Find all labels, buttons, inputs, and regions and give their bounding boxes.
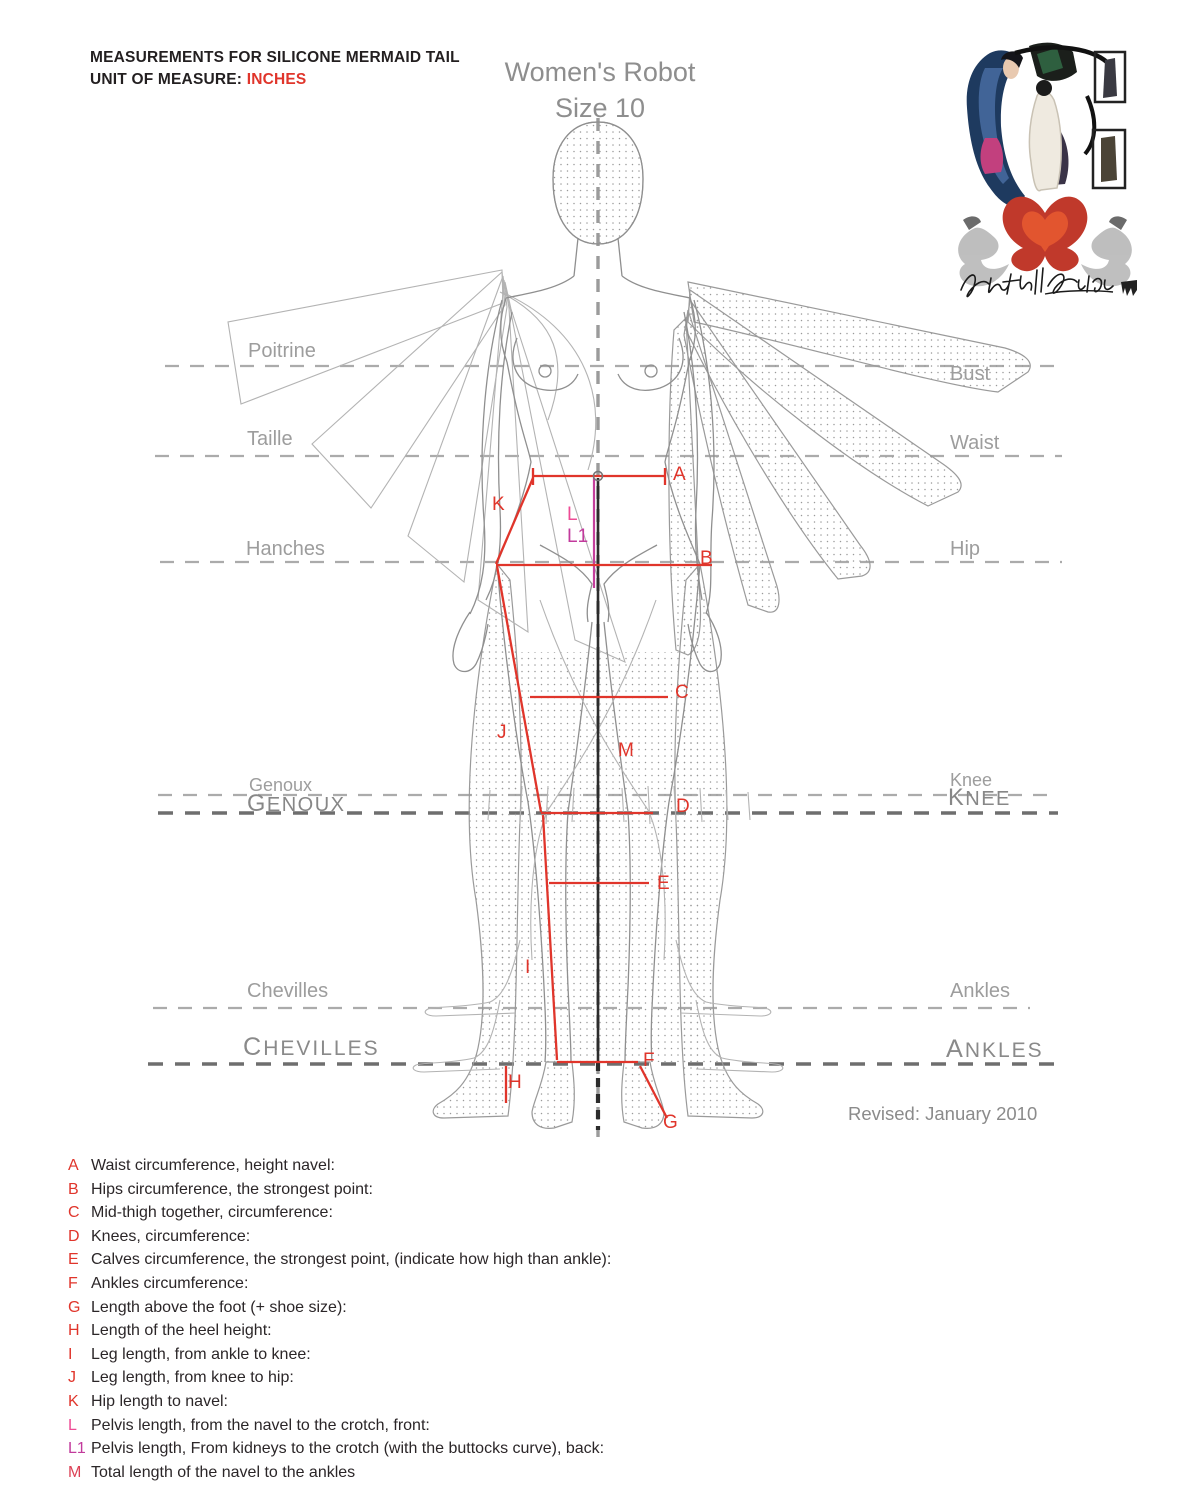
guide-label-left-ankle-upper: Chevilles: [247, 980, 329, 1002]
legend-text-B: Hips circumference, the strongest point:: [91, 1180, 373, 1198]
revised-note: Revised: January 2010: [848, 1103, 1038, 1124]
legend-text-A: Waist circumference, height navel:: [91, 1157, 335, 1174]
legend-text-F: Ankles circumference:: [91, 1274, 249, 1292]
legend-text-E: Calves circumference, the strongest point, (indicate how high than ankle):: [91, 1251, 612, 1269]
measure-marker-D: D: [676, 796, 690, 817]
measure-marker-L1: L1: [567, 526, 589, 547]
legend-letter-B: B: [68, 1180, 79, 1198]
measure-marker-M: M: [618, 740, 634, 761]
legend-letter-D: D: [68, 1227, 80, 1245]
measure-marker-J: J: [497, 722, 507, 743]
guide-label-right-ankle-lower: ANKLES: [946, 1035, 1044, 1063]
sheet-header: [90, 47, 460, 91]
sheet-title: MEASUREMENTS FOR SILICONE MERMAID TAIL: [90, 49, 460, 66]
measure-marker-I: I: [525, 957, 531, 978]
legend-row-L: [68, 1414, 611, 1438]
measure-marker-C: C: [675, 682, 689, 703]
guide-label-right-bust: Bust: [950, 363, 991, 385]
logo-frame-mid-figure: [1101, 136, 1117, 182]
guide-label-left-knee-lower: GENOUX: [247, 791, 346, 817]
legend-letter-H: H: [68, 1322, 80, 1340]
guide-label-left-hip: Hanches: [246, 538, 325, 560]
legend-row-F: [68, 1272, 611, 1296]
legend-row-B: [68, 1178, 611, 1202]
measure-marker-K: K: [492, 494, 505, 515]
legend-row-L1: [68, 1437, 611, 1461]
legend-letter-A: A: [68, 1157, 79, 1174]
logo-frame-top-figure: [1103, 58, 1117, 98]
unit-label: UNIT OF MEASURE:: [90, 71, 247, 88]
legend-row-I: [68, 1343, 611, 1367]
legend-letter-I: I: [68, 1345, 73, 1363]
stippled-areas: [433, 122, 1030, 1128]
guide-label-left-knee-upper: Genoux: [249, 775, 313, 795]
signature-underline: [1045, 291, 1113, 294]
figure-title-line2: Size 10: [554, 93, 646, 123]
measure-marker-A: A: [673, 464, 686, 485]
guide-label-right-knee-lower: KNEE: [948, 785, 1011, 811]
legend-letter-E: E: [68, 1251, 79, 1269]
legend-row-E: [68, 1248, 611, 1272]
logo-magenta-figure: [981, 138, 1004, 174]
legend-row-M: [68, 1461, 611, 1485]
legend-row-K: [68, 1390, 611, 1414]
signature-mark: [1121, 280, 1137, 296]
unit-line: [90, 69, 460, 91]
legend-text-J: Leg length, from knee to hip:: [91, 1369, 294, 1387]
legend-text-H: Length of the heel height:: [91, 1322, 272, 1340]
legend-text-C: Mid-thigh together, circumference:: [91, 1204, 333, 1222]
legend-text-G: Length above the foot (+ shoe size):: [91, 1298, 347, 1316]
legend-row-G: [68, 1296, 611, 1320]
measure-marker-G: G: [663, 1112, 678, 1133]
guide-label-left-ankle-lower: CHEVILLES: [243, 1033, 380, 1061]
measure-marker-F: F: [643, 1050, 655, 1071]
legend-letter-L1: L1: [68, 1440, 86, 1458]
legend-letter-F: F: [68, 1274, 78, 1292]
legend-text-K: Hip length to navel:: [91, 1392, 228, 1410]
measure-marker-B: B: [700, 548, 713, 569]
brand-logo: [945, 38, 1145, 308]
legend-text-L1: Pelvis length, From kidneys to the crotch (with the buttocks curve), back:: [91, 1440, 605, 1458]
guide-label-left-waist: Taille: [247, 428, 293, 450]
guide-label-right-knee-upper: Knee: [950, 770, 993, 790]
legend-text-D: Knees, circumference:: [91, 1227, 251, 1245]
legend-letter-J: J: [68, 1369, 76, 1387]
legend-letter-G: G: [68, 1298, 81, 1316]
legend-letter-M: M: [68, 1463, 82, 1481]
legend-row-D: [68, 1225, 611, 1249]
logo-dress-figure-head: [1036, 80, 1052, 96]
figure-title-line1: Women's Robot: [504, 57, 696, 87]
figure-title: [450, 54, 750, 126]
left-arm-fan: [228, 270, 625, 662]
measure-marker-H: H: [508, 1072, 522, 1093]
measure-marker-E: E: [657, 873, 670, 894]
measurement-legend: [68, 1154, 611, 1484]
legend-text-L: Pelvis length, from the navel to the crotch, front:: [91, 1416, 430, 1434]
guide-label-left-bust: Poitrine: [248, 340, 316, 362]
measure-marker-L: L: [567, 504, 578, 525]
guide-label-right-ankle-upper: Ankles: [950, 980, 1011, 1002]
legend-letter-L: L: [68, 1416, 77, 1434]
legend-letter-C: C: [68, 1204, 80, 1222]
legend-row-J: [68, 1366, 611, 1390]
logo-white-dress-figure: [1029, 91, 1061, 191]
legend-row-A: [68, 1154, 611, 1178]
unit-value: INCHES: [246, 71, 307, 88]
legend-text-I: Leg length, from ankle to knee:: [91, 1345, 311, 1363]
legend-row-C: [68, 1201, 611, 1225]
guide-label-right-waist: Waist: [950, 432, 1000, 454]
legend-letter-K: K: [68, 1392, 79, 1410]
legend-text-M: Total length of the navel to the ankles: [91, 1463, 356, 1481]
guide-label-right-hip: Hip: [950, 538, 981, 560]
legend-row-H: [68, 1319, 611, 1343]
